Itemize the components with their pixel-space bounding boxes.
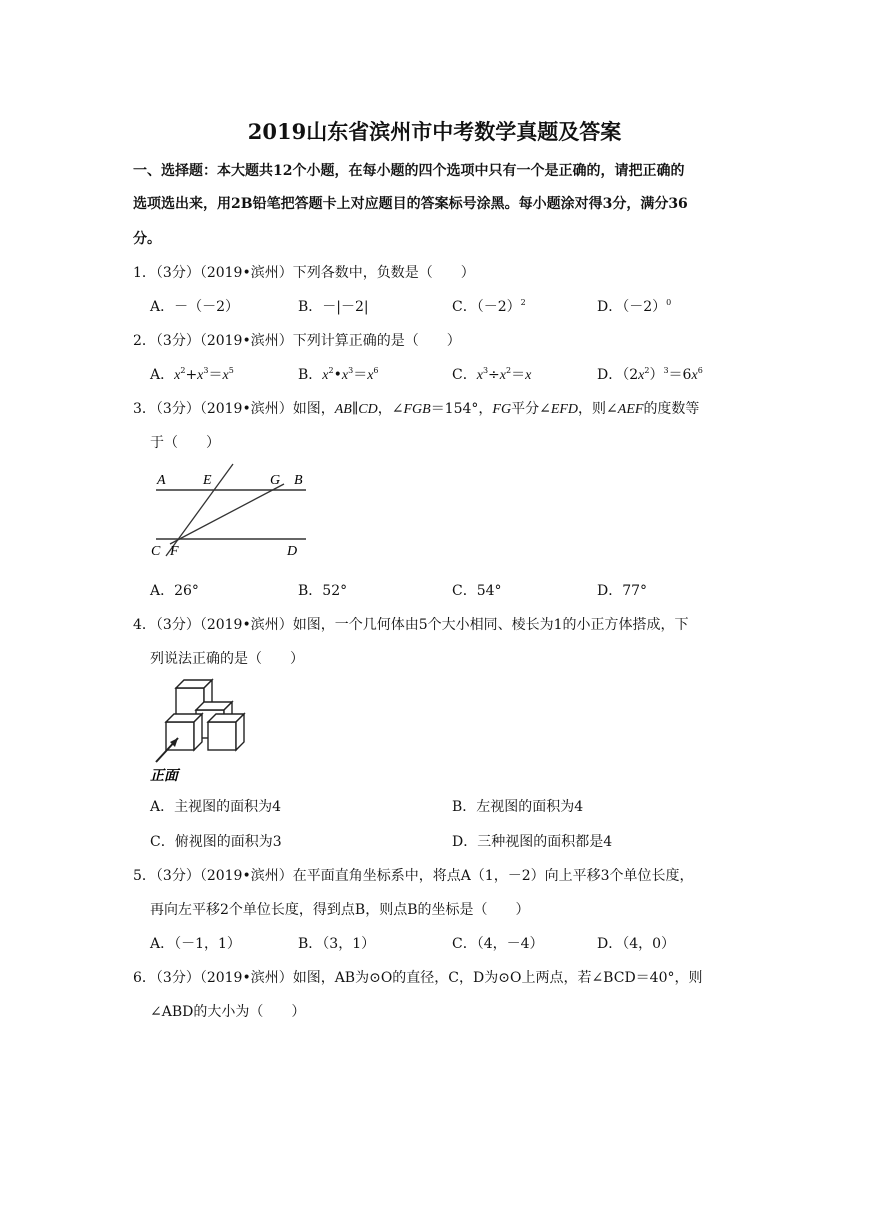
question-2-option-b: B．$x^2•x^3=x^6$	[298, 366, 379, 383]
question-4-figure	[148, 674, 268, 786]
section-heading-line2: 选项选出来，用2B铅笔把答题卡上对应题目的答案标号涂黑。每小题涂对得3分，满分36	[133, 196, 688, 212]
question-1-option-d: D．$(-2)^0$	[597, 298, 672, 315]
question-5-option-a: A．（－1，1）	[150, 936, 241, 952]
question-2-option-c: C．$x^3\div x^2=x$	[452, 366, 532, 383]
question-6-stem-line2: ∠ABD的大小为（ ）	[150, 1004, 306, 1020]
question-3-figure	[148, 462, 318, 562]
line-ef	[166, 464, 233, 556]
label-a: A	[157, 473, 166, 488]
question-5-stem-line1: 5．（3分）（2019•滨州）在平面直角坐标系中，将点A（1，－2）向上平移3个单位长度，	[133, 868, 694, 884]
question-3-option-d: D．77°	[597, 583, 648, 599]
section-heading-line3: 分。	[133, 231, 161, 247]
label-d: D	[287, 544, 298, 559]
question-3-option-c: C．54°	[452, 583, 502, 599]
front-label: 正面	[150, 768, 178, 784]
label-g: G	[270, 473, 281, 488]
label-c: C	[151, 544, 161, 559]
question-3-option-b: B．52°	[298, 583, 348, 599]
question-5-option-c: C．（4，－4）	[452, 936, 544, 952]
question-5-option-d: D．（4，0）	[597, 936, 676, 952]
label-f: F	[170, 544, 179, 559]
question-1-stem: 1．（3分）（2019•滨州）下列各数中，负数是（ ）	[133, 265, 475, 281]
question-2-stem: 2．（3分）（2019•滨州）下列计算正确的是（ ）	[133, 333, 461, 349]
question-4-option-c: C．俯视图的面积为3	[150, 834, 282, 850]
question-4-option-b: B．左视图的面积为4	[452, 799, 584, 815]
question-4-option-a: A．主视图的面积为4	[150, 799, 282, 815]
label-b: B	[294, 473, 303, 488]
label-e: E	[203, 473, 212, 488]
question-5-stem-line2: 再向左平移2个单位长度，得到点B，则点B的坐标是（ ）	[150, 902, 530, 918]
question-4-option-d: D．三种视图的面积都是4	[452, 834, 613, 850]
question-6-stem-line1: 6．（3分）（2019•滨州）如图，AB为⊙O的直径，C，D为⊙O上两点，若∠BCD＝40°，则	[133, 970, 703, 986]
question-4-stem-line1: 4．（3分）（2019•滨州）如图，一个几何体由5个大小相同、棱长为1的小正方体搭成，下	[133, 617, 689, 633]
question-3-option-a: A．26°	[150, 583, 199, 599]
question-2-option-d: D．$(2x^2)^3=6x^6$	[597, 366, 703, 383]
question-2-option-a: A．$x^2+x^3=x^5$	[150, 366, 234, 383]
page-title: 2019山东省滨州市中考数学真题及答案	[247, 119, 622, 144]
line-fg	[170, 484, 284, 544]
question-3-stem-line1: 3．（3分）（2019•滨州）如图，AB∥CD，∠FGB＝154°，FG平分∠EFD，则∠AEF的度数等	[133, 401, 700, 417]
question-3-stem-line2: 于（ ）	[150, 435, 220, 451]
question-5-option-b: B．（3，1）	[298, 936, 376, 952]
question-4-stem-line2: 列说法正确的是（ ）	[150, 651, 304, 667]
question-1-option-b: B．－|－2|	[298, 299, 369, 315]
question-1-option-a: A．－（－2）	[150, 299, 240, 315]
question-1-option-c: C．$(-2)^2$	[452, 298, 526, 315]
section-heading-line1: 一、选择题：本大题共12个小题，在每小题的四个选项中只有一个是正确的，请把正确的	[133, 163, 685, 179]
